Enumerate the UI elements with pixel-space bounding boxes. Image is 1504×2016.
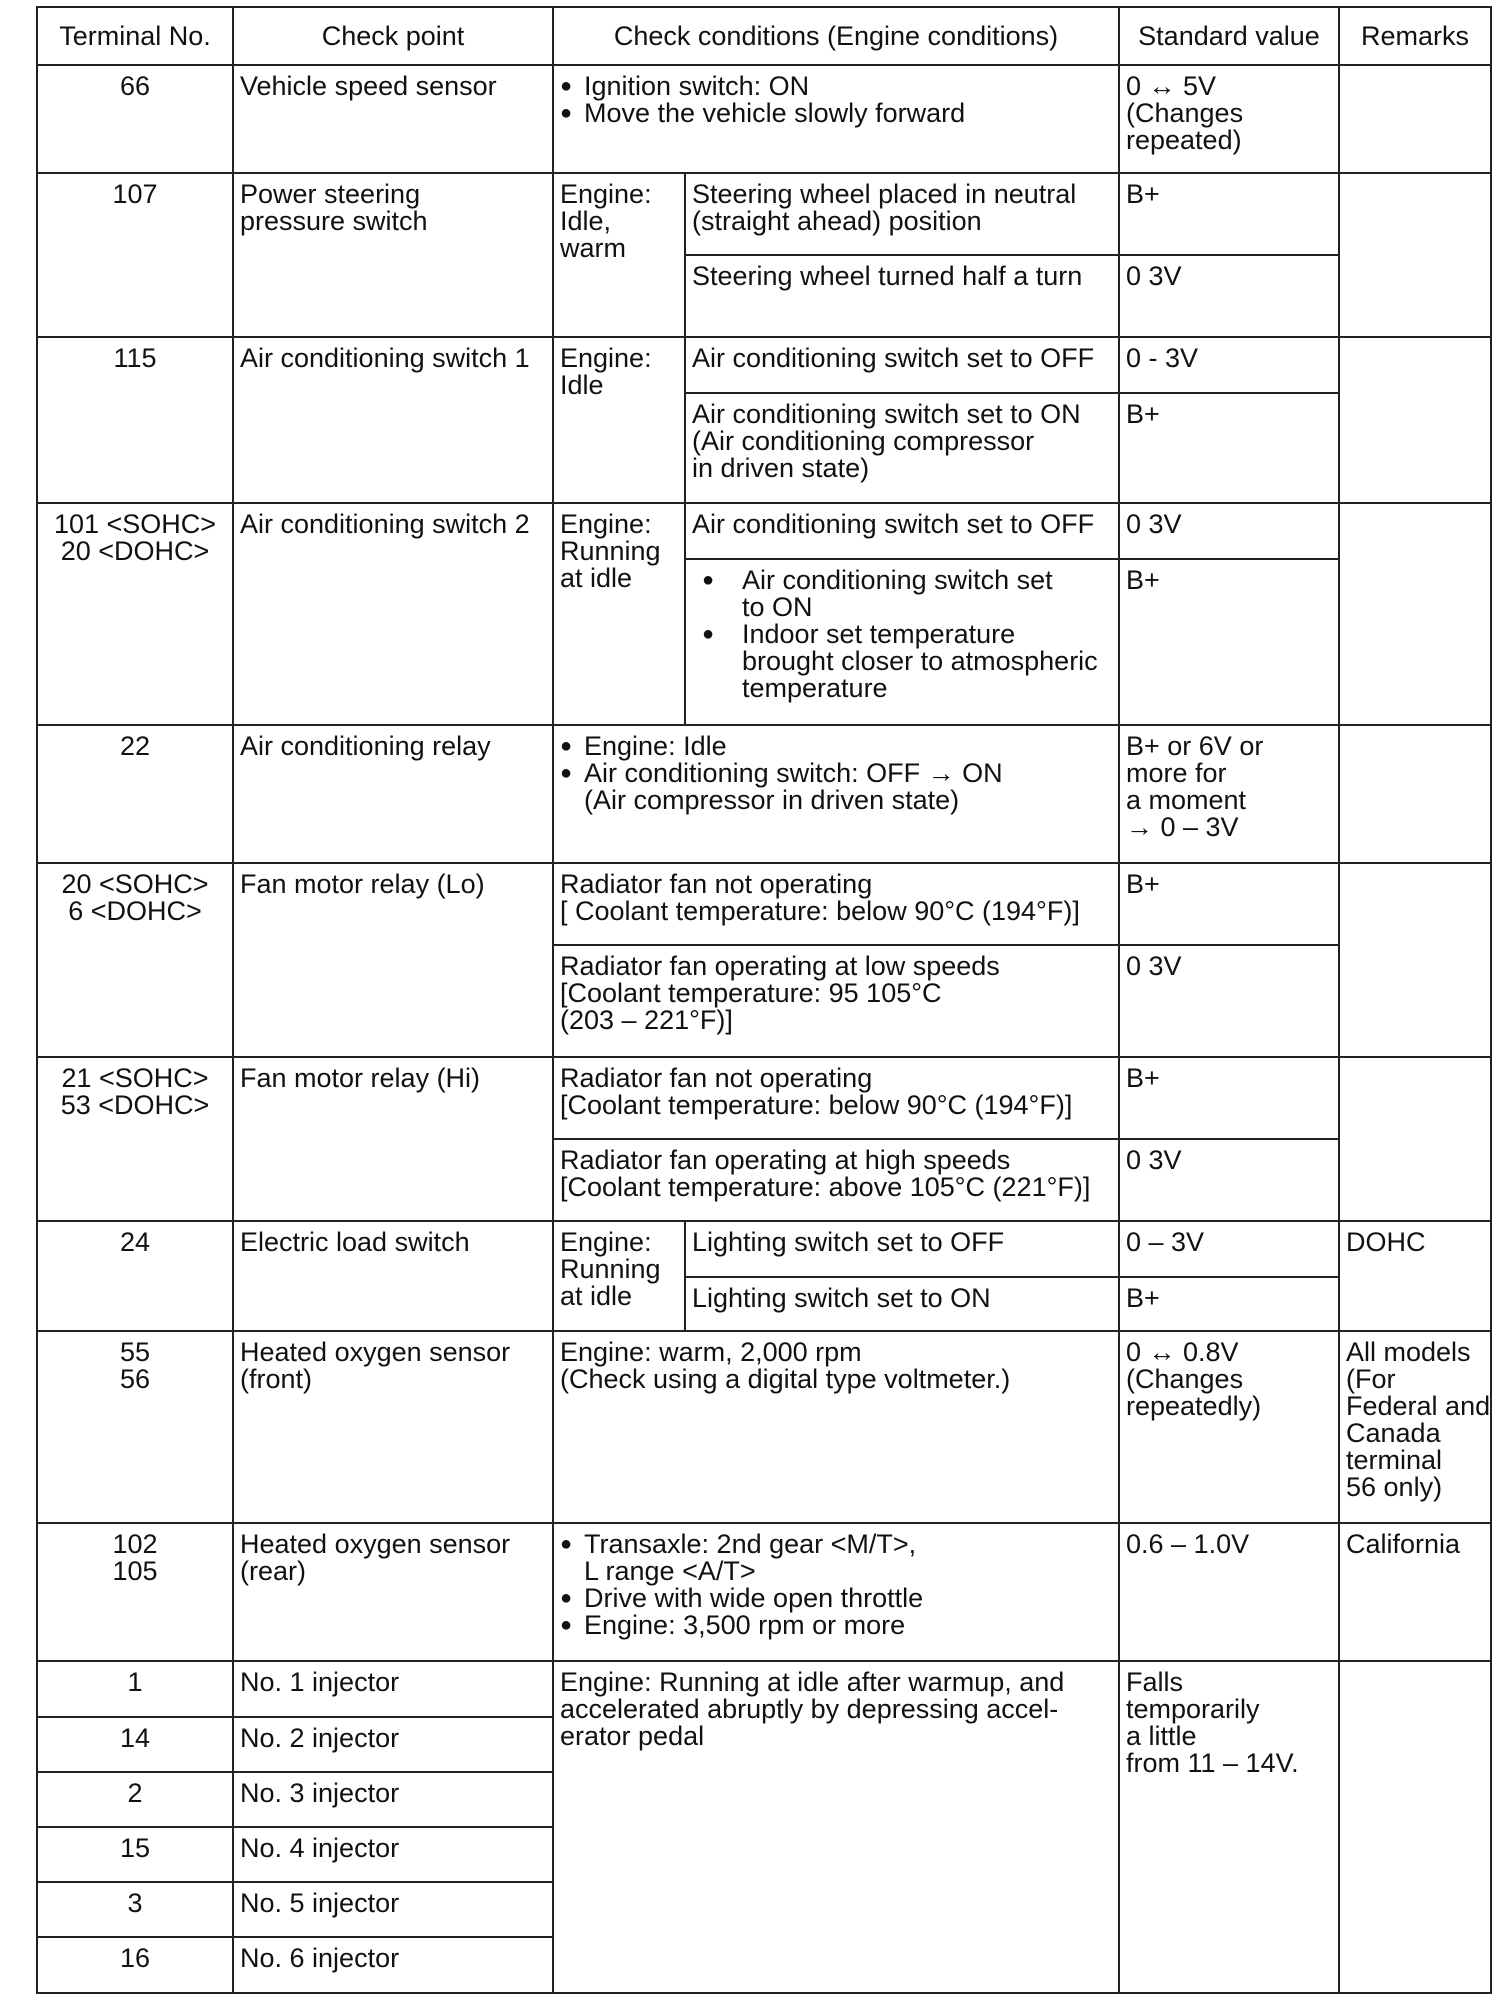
table-row — [37, 503, 1491, 559]
terminal-text: 102 — [112, 1529, 158, 1559]
check-point-cell: Air conditioning switch 2 — [233, 503, 553, 725]
value-text: temporarily — [1126, 1694, 1260, 1724]
conditions-cell — [553, 1057, 1119, 1139]
condition-text: L range <A/T> — [584, 1556, 756, 1586]
check-point-cell: No. 5 injector — [233, 1882, 553, 1937]
terminal-text: 56 — [119, 1364, 151, 1394]
value-text: repeated) — [1126, 125, 1242, 155]
condition-text: to ON — [742, 592, 813, 622]
remarks-cell — [1339, 173, 1491, 337]
standard-value-cell: B+ — [1119, 1057, 1339, 1139]
check-point-text: (front) — [240, 1364, 313, 1394]
engine-text: Engine: — [560, 179, 652, 209]
terminal-cell: 107 — [37, 173, 233, 337]
terminal-text: 105 — [112, 1556, 158, 1586]
sub-condition-cell: Lighting switch set to OFF — [685, 1221, 1119, 1277]
condition-text: [Coolant temperature: below 90°C (194°F)] — [560, 1090, 1073, 1120]
conditions-cell — [553, 945, 1119, 1057]
value-text: (Changes — [1126, 98, 1244, 128]
terminal-cell: 16 — [37, 1937, 233, 1993]
remarks-cell — [1339, 1057, 1491, 1221]
check-point-cell: No. 4 injector — [233, 1827, 553, 1882]
terminal-cell: 115 — [37, 337, 233, 503]
table-row — [37, 863, 1491, 945]
remark-text: terminal — [1346, 1445, 1443, 1475]
engine-text: at idle — [560, 1281, 633, 1311]
table-row — [37, 1221, 1491, 1277]
check-point-text: pressure switch — [240, 206, 428, 236]
check-point-text: Heated oxygen sensor — [240, 1337, 511, 1367]
remarks-cell — [1339, 863, 1491, 1057]
engine-condition-cell — [553, 173, 685, 337]
table-row — [37, 1331, 1491, 1523]
condition-text: temperature — [742, 673, 888, 703]
terminal-cell: 66 — [37, 65, 233, 173]
condition-text: Engine: Running at idle after warmup, and — [560, 1667, 1065, 1697]
sub-condition-cell — [685, 559, 1119, 725]
condition-text: erator pedal — [560, 1721, 705, 1751]
terminal-check-table — [36, 6, 1492, 1994]
engine-text: Idle — [560, 370, 604, 400]
condition-text: Radiator fan operating at low speeds — [560, 951, 1000, 981]
terminal-cell — [37, 503, 233, 725]
conditions-cell — [553, 725, 1119, 863]
remarks-cell — [1339, 1661, 1491, 1993]
engine-text: Running — [560, 1254, 661, 1284]
standard-value-cell: 0.6 – 1.0V — [1119, 1523, 1339, 1661]
remarks-cell: California — [1339, 1523, 1491, 1661]
check-point-cell: Fan motor relay (Hi) — [233, 1057, 553, 1221]
header-remarks: Remarks — [1339, 7, 1491, 65]
standard-value-cell: B+ — [1119, 863, 1339, 945]
value-text: more for — [1126, 758, 1227, 788]
condition-text: ● Engine: Idle — [560, 733, 1112, 760]
check-point-cell: Electric load switch — [233, 1221, 553, 1331]
check-point-cell: No. 3 injector — [233, 1772, 553, 1827]
terminal-cell: 15 — [37, 1827, 233, 1882]
remark-text: Federal and — [1346, 1391, 1491, 1421]
table-row — [37, 725, 1491, 863]
check-point-cell: Vehicle speed sensor — [233, 65, 553, 173]
terminal-cell: 24 — [37, 1221, 233, 1331]
remarks-cell — [1339, 1331, 1491, 1523]
standard-value-cell — [1119, 65, 1339, 173]
check-point-text: (rear) — [240, 1556, 306, 1586]
check-point-cell — [233, 1523, 553, 1661]
condition-text: in driven state) — [692, 453, 870, 483]
condition-text: [Coolant temperature: above 105°C (221°F)] — [560, 1172, 1091, 1202]
check-point-text: Power steering — [240, 179, 421, 209]
standard-value-cell: 0 - 3V — [1119, 337, 1339, 393]
check-point-cell: Fan motor relay (Lo) — [233, 863, 553, 1057]
value-text: from 11 – 14V. — [1126, 1748, 1299, 1778]
table-row — [37, 65, 1491, 173]
value-text: a little — [1126, 1721, 1197, 1751]
condition-text: ● Engine: 3,500 rpm or more — [560, 1612, 1112, 1639]
header-conditions: Check conditions (Engine conditions) — [553, 7, 1119, 65]
value-text: 0 ↔ 5V — [1126, 71, 1217, 101]
condition-text: accelerated abruptly by depressing accel- — [560, 1694, 1059, 1724]
check-point-text: Heated oxygen sensor — [240, 1529, 511, 1559]
conditions-cell — [553, 1523, 1119, 1661]
engine-text: at idle — [560, 563, 633, 593]
condition-text: ● Indoor set temperature — [692, 621, 1112, 648]
sub-condition-cell: Air conditioning switch set to OFF — [685, 503, 1119, 559]
condition-text: Steering wheel placed in neutral — [692, 179, 1077, 209]
conditions-cell — [553, 1661, 1119, 1993]
standard-value-cell: 0 3V — [1119, 255, 1339, 337]
standard-value-cell — [1119, 1331, 1339, 1523]
condition-text: brought closer to atmospheric — [742, 646, 1098, 676]
value-text: a moment — [1126, 785, 1247, 815]
condition-text: (Air conditioning compressor — [692, 426, 1035, 456]
sub-condition-cell — [685, 173, 1119, 255]
sub-condition-cell: Steering wheel turned half a turn — [685, 255, 1119, 337]
check-point-cell — [233, 173, 553, 337]
remarks-cell — [1339, 337, 1491, 503]
condition-text: Radiator fan not operating — [560, 1063, 873, 1093]
standard-value-cell: B+ — [1119, 1277, 1339, 1331]
terminal-text: 21 <SOHC> — [61, 1063, 209, 1093]
condition-text: (Check using a digital type voltmeter.) — [560, 1364, 1011, 1394]
condition-text: ● Ignition switch: ON — [560, 73, 1112, 100]
standard-value-cell: 0 3V — [1119, 503, 1339, 559]
conditions-cell — [553, 1331, 1119, 1523]
remarks-cell — [1339, 725, 1491, 863]
table-row — [37, 173, 1491, 255]
remarks-cell: DOHC — [1339, 1221, 1491, 1331]
engine-text: Idle, — [560, 206, 612, 236]
terminal-cell: 22 — [37, 725, 233, 863]
check-point-cell: No. 2 injector — [233, 1717, 553, 1772]
condition-text: [ Coolant temperature: below 90°C (194°F)] — [560, 896, 1080, 926]
standard-value-cell: 0 – 3V — [1119, 1221, 1339, 1277]
sub-condition-cell: Lighting switch set to ON — [685, 1277, 1119, 1331]
remark-text: All models — [1346, 1337, 1471, 1367]
terminal-cell: 1 — [37, 1661, 233, 1717]
terminal-cell: 2 — [37, 1772, 233, 1827]
terminal-text: 20 <SOHC> — [61, 869, 209, 899]
engine-text: warm — [560, 233, 626, 263]
condition-text: (Air compressor in driven state) — [584, 785, 960, 815]
check-point-cell: Air conditioning relay — [233, 725, 553, 863]
terminal-cell: 14 — [37, 1717, 233, 1772]
engine-condition-cell — [553, 337, 685, 503]
engine-condition-cell — [553, 503, 685, 725]
remarks-cell — [1339, 503, 1491, 725]
terminal-cell — [37, 1523, 233, 1661]
condition-text: Radiator fan not operating — [560, 869, 873, 899]
header-terminal: Terminal No. — [37, 7, 233, 65]
conditions-cell — [553, 863, 1119, 945]
sub-condition-cell — [685, 393, 1119, 503]
condition-text: ● Air conditioning switch: OFF → ON — [560, 760, 1112, 787]
value-text: → 0 – 3V — [1126, 812, 1239, 842]
remark-text: (For — [1346, 1364, 1396, 1394]
condition-text: ● Move the vehicle slowly forward — [560, 100, 1112, 127]
condition-text: ● Drive with wide open throttle — [560, 1585, 1112, 1612]
header-row — [37, 7, 1491, 65]
condition-text: [Coolant temperature: 95 105°C — [560, 978, 942, 1008]
terminal-text: 101 <SOHC> — [53, 509, 217, 539]
terminal-cell — [37, 1057, 233, 1221]
engine-text: Engine: — [560, 1227, 652, 1257]
remark-text: 56 only) — [1346, 1472, 1443, 1502]
standard-value-cell: B+ — [1119, 173, 1339, 255]
table-row — [37, 1661, 1491, 1717]
condition-text: Radiator fan operating at high speeds — [560, 1145, 1011, 1175]
condition-text: (203 – 221°F)] — [560, 1005, 733, 1035]
remark-text: Canada — [1346, 1418, 1441, 1448]
table-row — [37, 1523, 1491, 1661]
engine-text: Engine: — [560, 509, 652, 539]
condition-text: (straight ahead) position — [692, 206, 982, 236]
header-check-point: Check point — [233, 7, 553, 65]
spec-sheet — [36, 6, 1490, 1994]
conditions-cell — [553, 1139, 1119, 1221]
value-text: B+ or 6V or — [1126, 731, 1264, 761]
engine-text: Running — [560, 536, 661, 566]
terminal-cell — [37, 863, 233, 1057]
standard-value-cell: B+ — [1119, 393, 1339, 503]
header-standard-value: Standard value — [1119, 7, 1339, 65]
condition-text: ● Air conditioning switch set — [692, 567, 1112, 594]
standard-value-cell: 0 3V — [1119, 1139, 1339, 1221]
sub-condition-cell: Air conditioning switch set to OFF — [685, 337, 1119, 393]
table-row — [37, 1057, 1491, 1139]
check-point-cell: No. 6 injector — [233, 1937, 553, 1993]
terminal-text: 55 — [119, 1337, 151, 1367]
value-text: Falls — [1126, 1667, 1184, 1697]
standard-value-cell — [1119, 725, 1339, 863]
standard-value-cell: 0 3V — [1119, 945, 1339, 1057]
terminal-cell — [37, 1331, 233, 1523]
terminal-text: 20 <DOHC> — [60, 536, 210, 566]
table-row — [37, 337, 1491, 393]
check-point-cell: Air conditioning switch 1 — [233, 337, 553, 503]
check-point-cell — [233, 1331, 553, 1523]
condition-text: Engine: warm, 2,000 rpm — [560, 1337, 862, 1367]
standard-value-cell: B+ — [1119, 559, 1339, 725]
value-text: (Changes — [1126, 1364, 1244, 1394]
value-text: 0 ↔ 0.8V — [1126, 1337, 1239, 1367]
terminal-text: 53 <DOHC> — [60, 1090, 210, 1120]
terminal-cell: 3 — [37, 1882, 233, 1937]
conditions-cell — [553, 65, 1119, 173]
value-text: repeatedly) — [1126, 1391, 1262, 1421]
engine-condition-cell — [553, 1221, 685, 1331]
remarks-cell — [1339, 65, 1491, 173]
check-point-cell: No. 1 injector — [233, 1661, 553, 1717]
engine-text: Engine: — [560, 343, 652, 373]
standard-value-cell — [1119, 1661, 1339, 1993]
terminal-text: 6 <DOHC> — [68, 896, 202, 926]
condition-text: ● Transaxle: 2nd gear <M/T>, — [560, 1531, 1112, 1558]
condition-text: Air conditioning switch set to ON — [692, 399, 1081, 429]
